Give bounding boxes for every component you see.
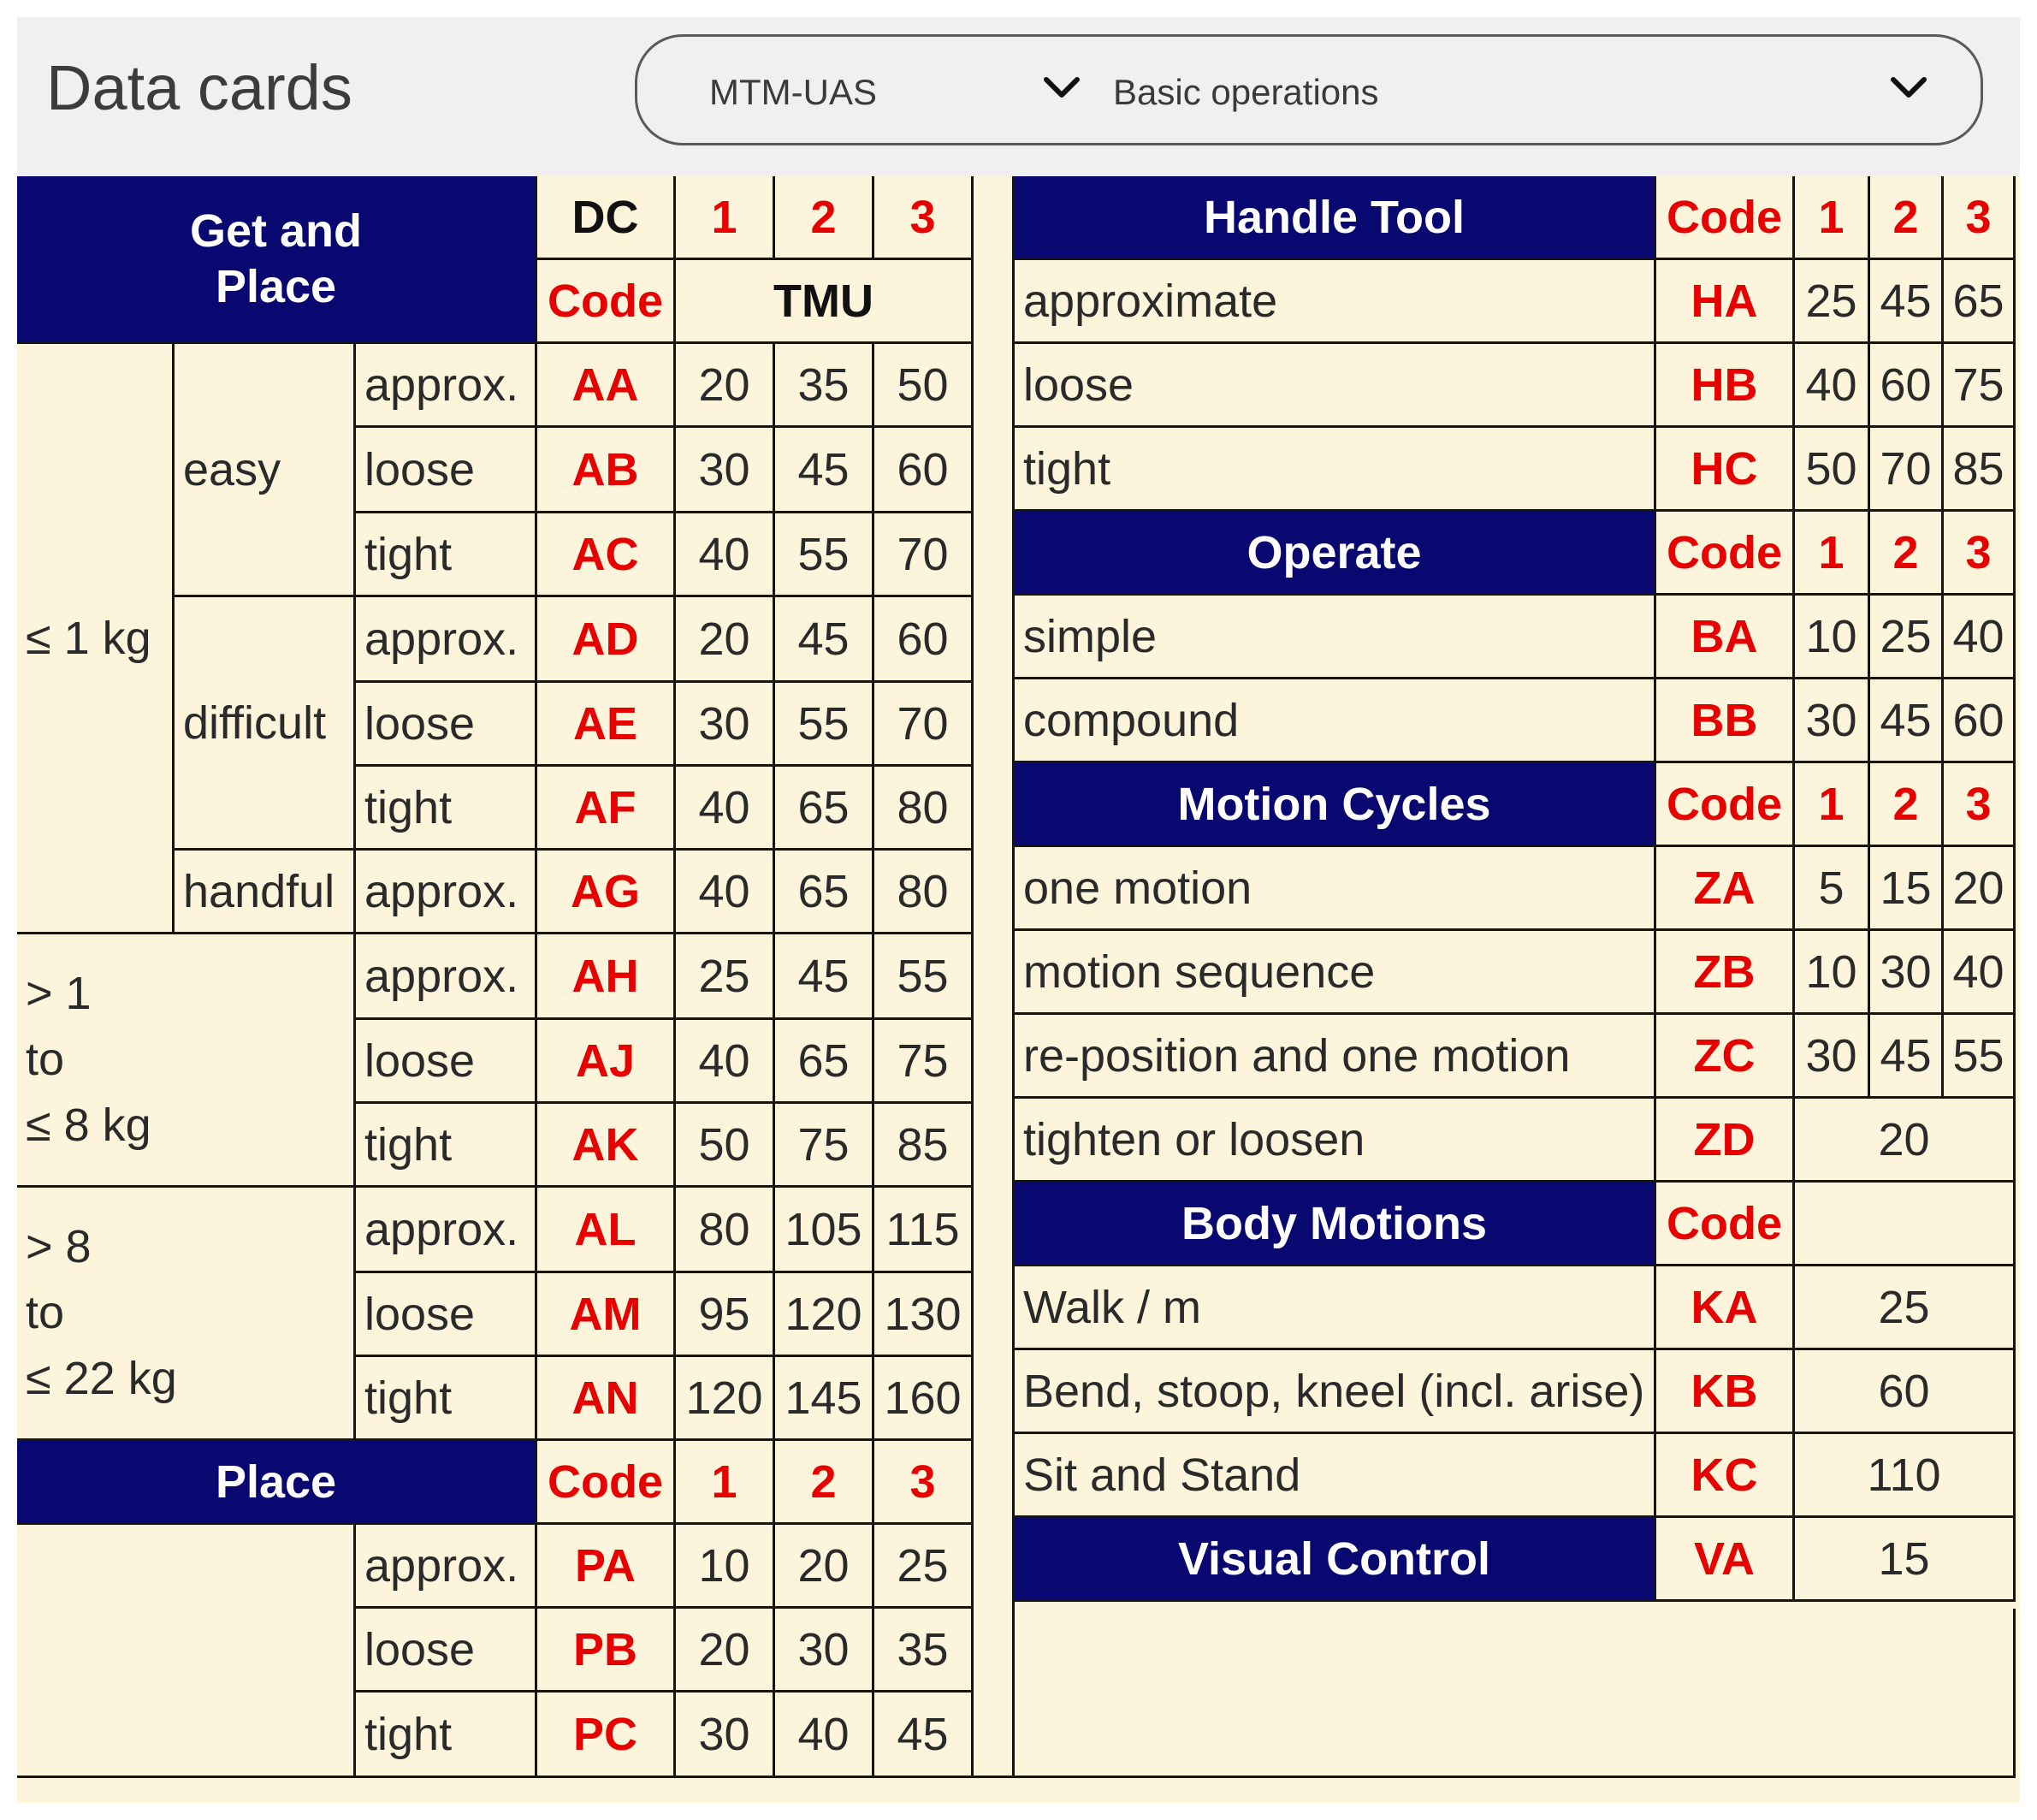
tmu-value-2: 45 bbox=[775, 934, 874, 1020]
accuracy-cell: loose bbox=[356, 428, 537, 513]
place-value-2: 40 bbox=[775, 1693, 874, 1778]
handle-tool-distance-class-1: 1 bbox=[1795, 176, 1870, 260]
handle-tool-row-value-1: 40 bbox=[1795, 344, 1870, 428]
tmu-value-3: 75 bbox=[874, 1020, 974, 1104]
motion-cycles-row-code: ZC bbox=[1656, 1015, 1795, 1099]
accuracy-cell: tight bbox=[356, 767, 537, 851]
distance-class-1: 1 bbox=[676, 176, 775, 260]
place-distance-class-1: 1 bbox=[676, 1441, 775, 1525]
motion-cycles-row-label: motion sequence bbox=[1015, 931, 1656, 1015]
tmu-value-3: 115 bbox=[874, 1188, 974, 1273]
tmu-value-3: 80 bbox=[874, 767, 974, 851]
tmu-value-1: 40 bbox=[676, 767, 775, 851]
operate-row-value-3: 60 bbox=[1944, 679, 2016, 763]
handle-tool-row-code: HC bbox=[1656, 428, 1795, 512]
body-motions-blank-cell bbox=[1795, 1183, 2016, 1266]
motion-cycles-row-label: re-position and one motion bbox=[1015, 1015, 1656, 1099]
operate-distance-class-1: 1 bbox=[1795, 512, 1870, 596]
condition-handful: handful bbox=[175, 851, 356, 934]
tmu-value-1: 40 bbox=[676, 851, 775, 934]
handle-tool-row-value-1: 25 bbox=[1795, 260, 1870, 344]
body-motions-row-value: 25 bbox=[1795, 1266, 2016, 1350]
handle-tool-code-label: Code bbox=[1656, 176, 1795, 260]
accuracy-cell: loose bbox=[356, 683, 537, 767]
motion-cycles-row-value-3: 20 bbox=[1944, 847, 2016, 931]
data-cards-panel bbox=[17, 17, 2020, 1803]
tmu-value-3: 160 bbox=[874, 1357, 974, 1441]
code-cell: AH bbox=[537, 934, 676, 1020]
operate-row-value-1: 10 bbox=[1795, 596, 1870, 679]
get-and-place-title: Get and Place bbox=[17, 176, 537, 344]
tmu-value-3: 130 bbox=[874, 1273, 974, 1357]
handle-tool-row-label: tight bbox=[1015, 428, 1656, 512]
place-value-2: 30 bbox=[775, 1609, 874, 1693]
motion-cycles-row-value-3: 40 bbox=[1944, 931, 2016, 1015]
place-code-label: Code bbox=[537, 1441, 676, 1525]
column-gap bbox=[974, 176, 1015, 1778]
operate-row-value-1: 30 bbox=[1795, 679, 1870, 763]
motion-cycles-row-value-1: 10 bbox=[1795, 931, 1870, 1015]
body-motions-row-code: KC bbox=[1656, 1434, 1795, 1518]
motion-cycles-code-label: Code bbox=[1656, 763, 1795, 847]
motion-cycles-row-value-2: 15 bbox=[1870, 847, 1944, 931]
operate-row-label: simple bbox=[1015, 596, 1656, 679]
tmu-value-3: 70 bbox=[874, 683, 974, 767]
tmu-value-2: 75 bbox=[775, 1104, 874, 1188]
handle-tool-row-label: approximate bbox=[1015, 260, 1656, 344]
motion-cycles-single-row-label: tighten or loosen bbox=[1015, 1099, 1656, 1183]
tmu-value-1: 40 bbox=[676, 1020, 775, 1104]
body-motions-row-code: KB bbox=[1656, 1350, 1795, 1434]
data-card-grid bbox=[17, 176, 2020, 1803]
code-cell: AK bbox=[537, 1104, 676, 1188]
handle-tool-title: Handle Tool bbox=[1015, 176, 1656, 260]
motion-cycles-single-row-value: 20 bbox=[1795, 1099, 2016, 1183]
tmu-value-3: 85 bbox=[874, 1104, 974, 1188]
code-cell: AJ bbox=[537, 1020, 676, 1104]
tmu-value-2: 55 bbox=[775, 683, 874, 767]
accuracy-cell: approx. bbox=[356, 344, 537, 428]
selector-bar bbox=[635, 34, 1983, 145]
motion-cycles-row-code: ZB bbox=[1656, 931, 1795, 1015]
tmu-value-1: 30 bbox=[676, 683, 775, 767]
right-empty-area bbox=[1015, 1609, 2016, 1778]
place-value-1: 10 bbox=[676, 1525, 775, 1609]
dc-label: DC bbox=[537, 176, 676, 260]
place-accuracy-cell: tight bbox=[356, 1693, 537, 1778]
tmu-value-2: 45 bbox=[775, 597, 874, 683]
condition-difficult: difficult bbox=[175, 597, 356, 851]
tmu-value-2: 45 bbox=[775, 428, 874, 513]
motion-cycles-title: Motion Cycles bbox=[1015, 763, 1656, 847]
operate-code-label: Code bbox=[1656, 512, 1795, 596]
category-select[interactable]: Basic operations bbox=[1113, 72, 1379, 112]
body-motions-row-value: 110 bbox=[1795, 1434, 2016, 1518]
handle-tool-distance-class-3: 3 bbox=[1944, 176, 2016, 260]
code-cell: AN bbox=[537, 1357, 676, 1441]
tmu-value-2: 120 bbox=[775, 1273, 874, 1357]
visual-control-code: VA bbox=[1656, 1518, 1795, 1602]
code-cell: AA bbox=[537, 344, 676, 428]
place-accuracy-cell: approx. bbox=[356, 1525, 537, 1609]
weight-le-1kg: ≤ 1 kg bbox=[17, 344, 175, 934]
tmu-value-2: 65 bbox=[775, 851, 874, 934]
place-value-3: 35 bbox=[874, 1609, 974, 1693]
tmu-value-2: 105 bbox=[775, 1188, 874, 1273]
body-motions-row-label: Walk / m bbox=[1015, 1266, 1656, 1350]
handle-tool-row-value-3: 75 bbox=[1944, 344, 2016, 428]
visual-control-title: Visual Control bbox=[1015, 1518, 1656, 1602]
body-motions-row-label: Bend, stoop, kneel (incl. arise) bbox=[1015, 1350, 1656, 1434]
place-value-1: 20 bbox=[676, 1609, 775, 1693]
accuracy-cell: approx. bbox=[356, 934, 537, 1020]
accuracy-cell: approx. bbox=[356, 851, 537, 934]
tmu-value-1: 25 bbox=[676, 934, 775, 1020]
body-motions-row-code: KA bbox=[1656, 1266, 1795, 1350]
code-cell: AE bbox=[537, 683, 676, 767]
condition-easy: easy bbox=[175, 344, 356, 597]
accuracy-cell: tight bbox=[356, 1104, 537, 1188]
code-cell: AG bbox=[537, 851, 676, 934]
handle-tool-row-value-3: 65 bbox=[1944, 260, 2016, 344]
tmu-value-2: 65 bbox=[775, 767, 874, 851]
place-distance-class-3: 3 bbox=[874, 1441, 974, 1525]
handle-tool-row-value-1: 50 bbox=[1795, 428, 1870, 512]
place-code-cell: PB bbox=[537, 1609, 676, 1693]
tmu-label: TMU bbox=[676, 260, 974, 344]
weight-8-to-22kg: > 8 to ≤ 22 kg bbox=[17, 1188, 356, 1441]
body-motions-row-label: Sit and Stand bbox=[1015, 1434, 1656, 1518]
tmu-value-3: 50 bbox=[874, 344, 974, 428]
tmu-value-2: 65 bbox=[775, 1020, 874, 1104]
place-code-cell: PA bbox=[537, 1525, 676, 1609]
handle-tool-row-value-2: 70 bbox=[1870, 428, 1944, 512]
distance-class-2: 2 bbox=[775, 176, 874, 260]
system-select[interactable]: MTM-UAS bbox=[709, 72, 877, 112]
tmu-value-2: 55 bbox=[775, 513, 874, 597]
tmu-value-3: 55 bbox=[874, 934, 974, 1020]
handle-tool-row-code: HA bbox=[1656, 260, 1795, 344]
place-title: Place bbox=[17, 1441, 537, 1525]
accuracy-cell: approx. bbox=[356, 1188, 537, 1273]
operate-row-value-2: 45 bbox=[1870, 679, 1944, 763]
code-label: Code bbox=[537, 260, 676, 344]
operate-title: Operate bbox=[1015, 512, 1656, 596]
visual-control-value: 15 bbox=[1795, 1518, 2016, 1602]
place-value-3: 45 bbox=[874, 1693, 974, 1778]
place-blank-cell bbox=[17, 1525, 356, 1778]
motion-cycles-single-row-code: ZD bbox=[1656, 1099, 1795, 1183]
code-cell: AB bbox=[537, 428, 676, 513]
tmu-value-2: 35 bbox=[775, 344, 874, 428]
code-cell: AC bbox=[537, 513, 676, 597]
place-code-cell: PC bbox=[537, 1693, 676, 1778]
motion-cycles-row-label: one motion bbox=[1015, 847, 1656, 931]
weight-1-to-8kg: > 1 to ≤ 8 kg bbox=[17, 934, 356, 1188]
accuracy-cell: tight bbox=[356, 1357, 537, 1441]
operate-distance-class-2: 2 bbox=[1870, 512, 1944, 596]
tmu-value-1: 30 bbox=[676, 428, 775, 513]
motion-cycles-distance-class-1: 1 bbox=[1795, 763, 1870, 847]
motion-cycles-row-value-3: 55 bbox=[1944, 1015, 2016, 1099]
tmu-value-1: 120 bbox=[676, 1357, 775, 1441]
accuracy-cell: tight bbox=[356, 513, 537, 597]
tmu-value-3: 70 bbox=[874, 513, 974, 597]
tmu-value-1: 20 bbox=[676, 597, 775, 683]
tmu-value-1: 80 bbox=[676, 1188, 775, 1273]
body-motions-code-label: Code bbox=[1656, 1183, 1795, 1266]
motion-cycles-distance-class-3: 3 bbox=[1944, 763, 2016, 847]
code-cell: AM bbox=[537, 1273, 676, 1357]
motion-cycles-row-value-1: 5 bbox=[1795, 847, 1870, 931]
body-motions-title: Body Motions bbox=[1015, 1183, 1656, 1266]
handle-tool-row-value-3: 85 bbox=[1944, 428, 2016, 512]
tmu-value-1: 40 bbox=[676, 513, 775, 597]
accuracy-cell: approx. bbox=[356, 597, 537, 683]
tmu-value-1: 50 bbox=[676, 1104, 775, 1188]
distance-class-3: 3 bbox=[874, 176, 974, 260]
operate-row-code: BA bbox=[1656, 596, 1795, 679]
chevron-down-icon[interactable] bbox=[1890, 74, 1927, 100]
motion-cycles-row-value-1: 30 bbox=[1795, 1015, 1870, 1099]
motion-cycles-row-code: ZA bbox=[1656, 847, 1795, 931]
header-bar bbox=[17, 17, 2020, 176]
accuracy-cell: loose bbox=[356, 1020, 537, 1104]
code-cell: AD bbox=[537, 597, 676, 683]
tmu-value-1: 20 bbox=[676, 344, 775, 428]
tmu-value-3: 60 bbox=[874, 597, 974, 683]
handle-tool-row-code: HB bbox=[1656, 344, 1795, 428]
tmu-value-1: 95 bbox=[676, 1273, 775, 1357]
operate-distance-class-3: 3 bbox=[1944, 512, 2016, 596]
code-cell: AF bbox=[537, 767, 676, 851]
place-value-3: 25 bbox=[874, 1525, 974, 1609]
place-value-1: 30 bbox=[676, 1693, 775, 1778]
motion-cycles-row-value-2: 45 bbox=[1870, 1015, 1944, 1099]
place-value-2: 20 bbox=[775, 1525, 874, 1609]
place-distance-class-2: 2 bbox=[775, 1441, 874, 1525]
page-title: Data cards bbox=[46, 52, 352, 123]
accuracy-cell: loose bbox=[356, 1273, 537, 1357]
tmu-value-2: 145 bbox=[775, 1357, 874, 1441]
handle-tool-row-value-2: 60 bbox=[1870, 344, 1944, 428]
tmu-value-3: 60 bbox=[874, 428, 974, 513]
operate-row-value-2: 25 bbox=[1870, 596, 1944, 679]
operate-row-code: BB bbox=[1656, 679, 1795, 763]
place-accuracy-cell: loose bbox=[356, 1609, 537, 1693]
tmu-value-3: 80 bbox=[874, 851, 974, 934]
chevron-down-icon[interactable] bbox=[1043, 74, 1081, 100]
operate-row-value-3: 40 bbox=[1944, 596, 2016, 679]
handle-tool-distance-class-2: 2 bbox=[1870, 176, 1944, 260]
motion-cycles-row-value-2: 30 bbox=[1870, 931, 1944, 1015]
handle-tool-row-label: loose bbox=[1015, 344, 1656, 428]
code-cell: AL bbox=[537, 1188, 676, 1273]
handle-tool-row-value-2: 45 bbox=[1870, 260, 1944, 344]
operate-row-label: compound bbox=[1015, 679, 1656, 763]
motion-cycles-distance-class-2: 2 bbox=[1870, 763, 1944, 847]
body-motions-row-value: 60 bbox=[1795, 1350, 2016, 1434]
